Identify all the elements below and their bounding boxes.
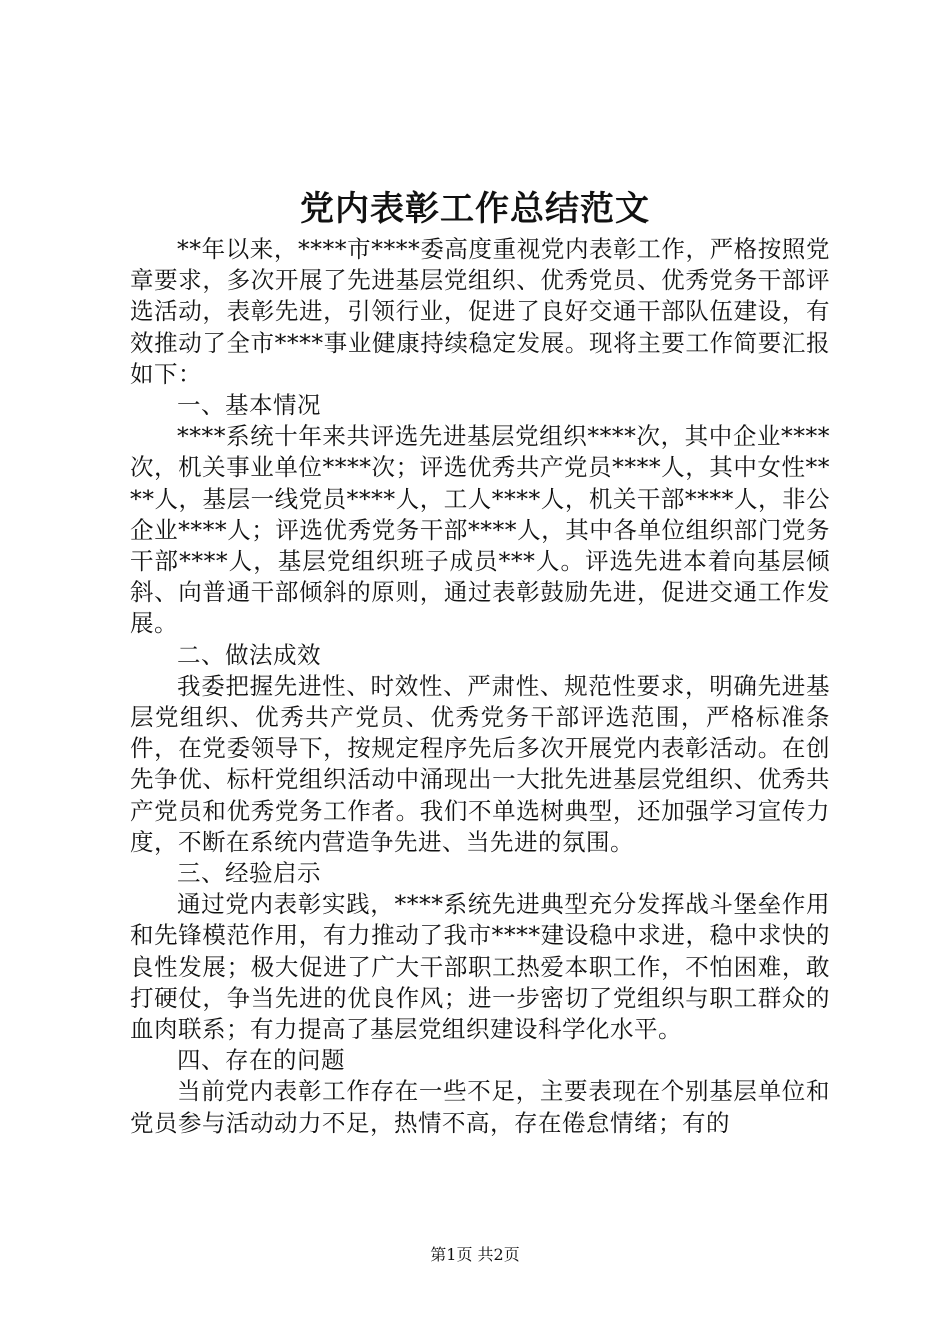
- section-heading-practices: 二、做法成效: [177, 640, 321, 669]
- intro-paragraph: **年以来，****市****委高度重视党内表彰工作，严格按照党章要求，多次开展了先进基层党组织、优秀党员、优秀党务干部评选活动，表彰先进，引领行业，促进了良好交通干部队伍建设，有效推动了全市****事业健康持续稳定发展。现将主要工作简要汇报如下：: [130, 235, 830, 388]
- practices-paragraph: 我委把握先进性、时效性、严肃性、规范性要求，明确先进基层党组织、优秀共产党员、优秀党务干部评选范围，严格标准条件，在党委领导下，按规定程序先后多次开展党内表彰活动。在创先争优、标杆党组织活动中涌现出一大批先进基层党组织、优秀共产党员和优秀党务工作者。我们不单选树典型，还加强学习宣传力度，不断在系统内营造争先进、当先进的氛围。: [130, 671, 830, 856]
- basic-situation-paragraph: ****系统十年来共评选先进基层党组织****次，其中企业****次，机关事业单位****次；评选优秀共产党员****人，其中女性****人，基层一线党员****人，工人****人，机关干部****人，非公企业****人；评选优秀党务干部****人，其中各单位组织部门党务干部****人，基层党组织班子成员***人。评选先进本着向基层倾斜、向普通干部倾斜的原则，通过表彰鼓励先进，促进交通工作发展。: [130, 422, 830, 638]
- problems-paragraph: 当前党内表彰工作存在一些不足，主要表现在个别基层单位和党员参与活动动力不足，热情不高，存在倦怠情绪；有的: [130, 1077, 830, 1137]
- document-title: 党内表彰工作总结范文: [300, 189, 650, 229]
- section-heading-basic-situation: 一、基本情况: [177, 391, 321, 420]
- document-body: [130, 234, 830, 1139]
- page-footer: [0, 1244, 950, 1266]
- section-heading-problems: 四、存在的问题: [177, 1046, 345, 1075]
- experience-paragraph: 通过党内表彰实践，****系统先进典型充分发挥战斗堡垒作用和先锋模范作用，有力推动了我市****建设稳中求进，稳中求快的良性发展；极大促进了广大干部职工热爱本职工作，不怕困难，敢打硬仗，争当先进的优良作风；进一步密切了党组织与职工群众的血肉联系；有力提高了基层党组织建设科学化水平。: [130, 890, 830, 1044]
- page-total: 共2页: [477, 1245, 520, 1264]
- page-number: 第1页: [430, 1245, 473, 1264]
- section-heading-experience: 三、经验启示: [177, 859, 321, 888]
